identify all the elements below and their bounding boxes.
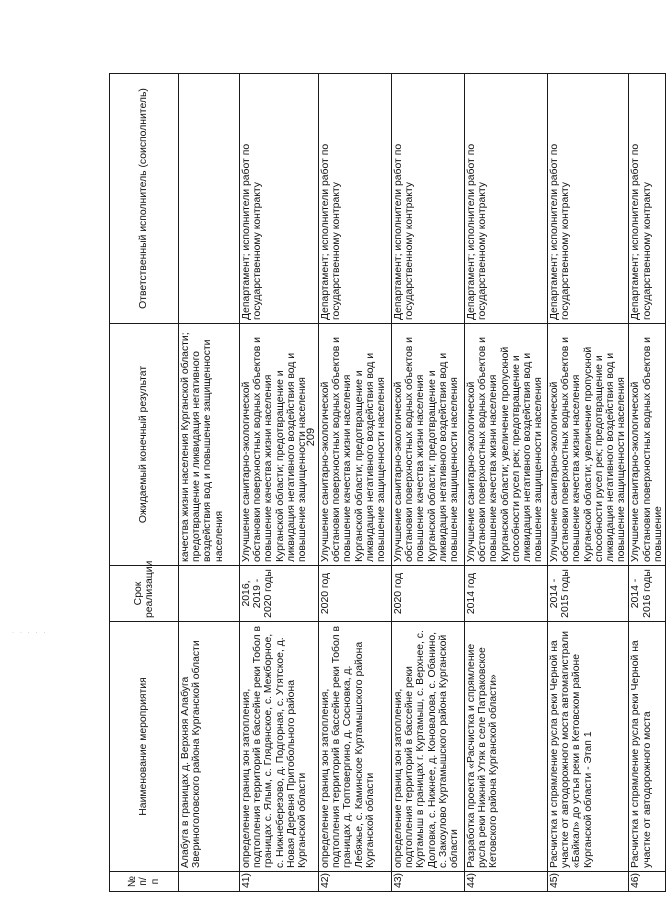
cell-num: 45): [548, 872, 629, 892]
cell-num: 41): [240, 872, 319, 892]
table-header-row: [110, 74, 179, 892]
cell-term: 2016, 2019 - 2020 годы: [240, 566, 319, 622]
cell-executor: [179, 74, 240, 324]
table-row: [319, 74, 392, 892]
cell-term: 2020 год: [392, 566, 465, 622]
cell-result: Улучшение санитарно-экологической обстановки поверхностных водных объектов и повышение качества жизни населения Курганской области; увеличение пропускной способности русел рек; предотвращение и ликвидация негативного воздействия вод и повышение защищенности населения: [465, 324, 548, 566]
cell-term: [179, 566, 240, 622]
cell-num: 43): [392, 872, 465, 892]
header-num: № п/п: [110, 872, 179, 892]
cell-executor: Департамент; исполнители работ по государственному контракту: [548, 74, 629, 324]
header-executor: Ответственный исполнитель (соисполнитель): [110, 74, 179, 324]
header-name: Наименование мероприятия: [110, 622, 179, 872]
table-row: [179, 74, 240, 892]
cell-result: качества жизни населения Курганской области; предотвращение и ликвидация негативного воздействия вод и повышение защищенности населения: [179, 324, 240, 566]
cell-executor: Департамент; исполнители работ по государственному контракту: [629, 74, 666, 324]
header-result: Ожидаемый конечный результат: [110, 324, 179, 566]
table-row: [548, 74, 629, 892]
cell-term: 2014 - 2015 годы: [548, 566, 629, 622]
cell-executor: Департамент; исполнители работ по государственному контракту: [465, 74, 548, 324]
cell-name: Расчистка и спрямление русла реки Черной на участке от автодорожного моста автомагистрали «Байкал» до устья реки в Кетовском районе Курганской области - Этап 1: [548, 622, 629, 872]
page-number: 209: [305, 427, 317, 447]
cell-term: 2014 год: [465, 566, 548, 622]
rotated-table-container: [109, 74, 664, 892]
cell-name: определение границ зон затопления, подтопления территорий в бассейне реки Тобол в границах с. Ялым, с. Глядянское, с. Межборное, с. Нижнеберезово, д. Подгорная, с. Утятское, д. Новая Деревня Притобольного района Курганской области: [240, 622, 319, 872]
cell-executor: Департамент; исполнители работ по государственному контракту: [392, 74, 465, 324]
cell-name: определение границ зон затопления, подтопления территорий в бассейне реки Тобол в границах д. Топтовергино, д. Сосновка, д. Лебяжье, с. Каминское Куртамышского района Курганской области: [319, 622, 392, 872]
cell-result: Улучшение санитарно-экологической обстановки поверхностных водных объектов и повышение качества жизни населения Курганской области; предотвращение и ликвидация негативного воздействия вод и повышение защищенности населения: [392, 324, 465, 566]
cell-executor: Департамент; исполнители работ по государственному контракту: [319, 74, 392, 324]
measures-table: [109, 74, 664, 892]
table-row: [392, 74, 465, 892]
cell-term: 2020 год: [319, 566, 392, 622]
cell-result: Улучшение санитарно-экологической обстановки поверхностных водных объектов и повышение: [629, 324, 666, 566]
cell-term: 2014 - 2016 годы: [629, 566, 666, 622]
table-row: [629, 74, 666, 892]
header-term: Срок реализации: [110, 566, 179, 622]
cell-num: 46): [629, 872, 666, 892]
table-row: [240, 74, 319, 892]
scan-artifact: . . . . .: [12, 628, 48, 635]
cell-result: Улучшение санитарно-экологической обстановки поверхностных водных объектов и повышение качества жизни населения Курганской области; предотвращение и ликвидация негативного воздействия вод и повышение защищенности населения: [319, 324, 392, 566]
cell-result: Улучшение санитарно-экологической обстановки поверхностных водных объектов и повышение качества жизни населения Курганской области; предотвращение и ликвидация негативного воздействия вод и повышение защищенности населения: [240, 324, 319, 566]
cell-num: 44): [465, 872, 548, 892]
cell-num: 42): [319, 872, 392, 892]
cell-num: [179, 872, 240, 892]
cell-name: определение границ зон затопления, подтопления территорий в бассейне реки Куртамыш в границах г. Куртамыш, с. Верхнее, с. Долговка, с. Нижнее, д. Коновалова, с. Обанино, с. Закоулово Куртамышского района Курганской области: [392, 622, 465, 872]
table-row: [465, 74, 548, 892]
cell-name: Алабуга в границах д. Верхняя Алабуга Звериноголовского района Курганской области: [179, 622, 240, 872]
cell-executor: Департамент; исполнители работ по государственному контракту: [240, 74, 319, 324]
cell-name: Расчистка и спрямление русла реки Черной на участке от автодорожного моста: [629, 622, 666, 872]
cell-name: Разработка проекта «Расчистка и спрямление русла реки Нижний Утяк в селе Патраковское Кетовского района Курганской области»: [465, 622, 548, 872]
cell-result: Улучшение санитарно-экологической обстановки поверхностных водных объектов и повышение качества жизни населения Курганской области; увеличение пропускной способности русел рек; предотвращение и ликвидация негативного воздействия вод и повышение защищенности населения: [548, 324, 629, 566]
